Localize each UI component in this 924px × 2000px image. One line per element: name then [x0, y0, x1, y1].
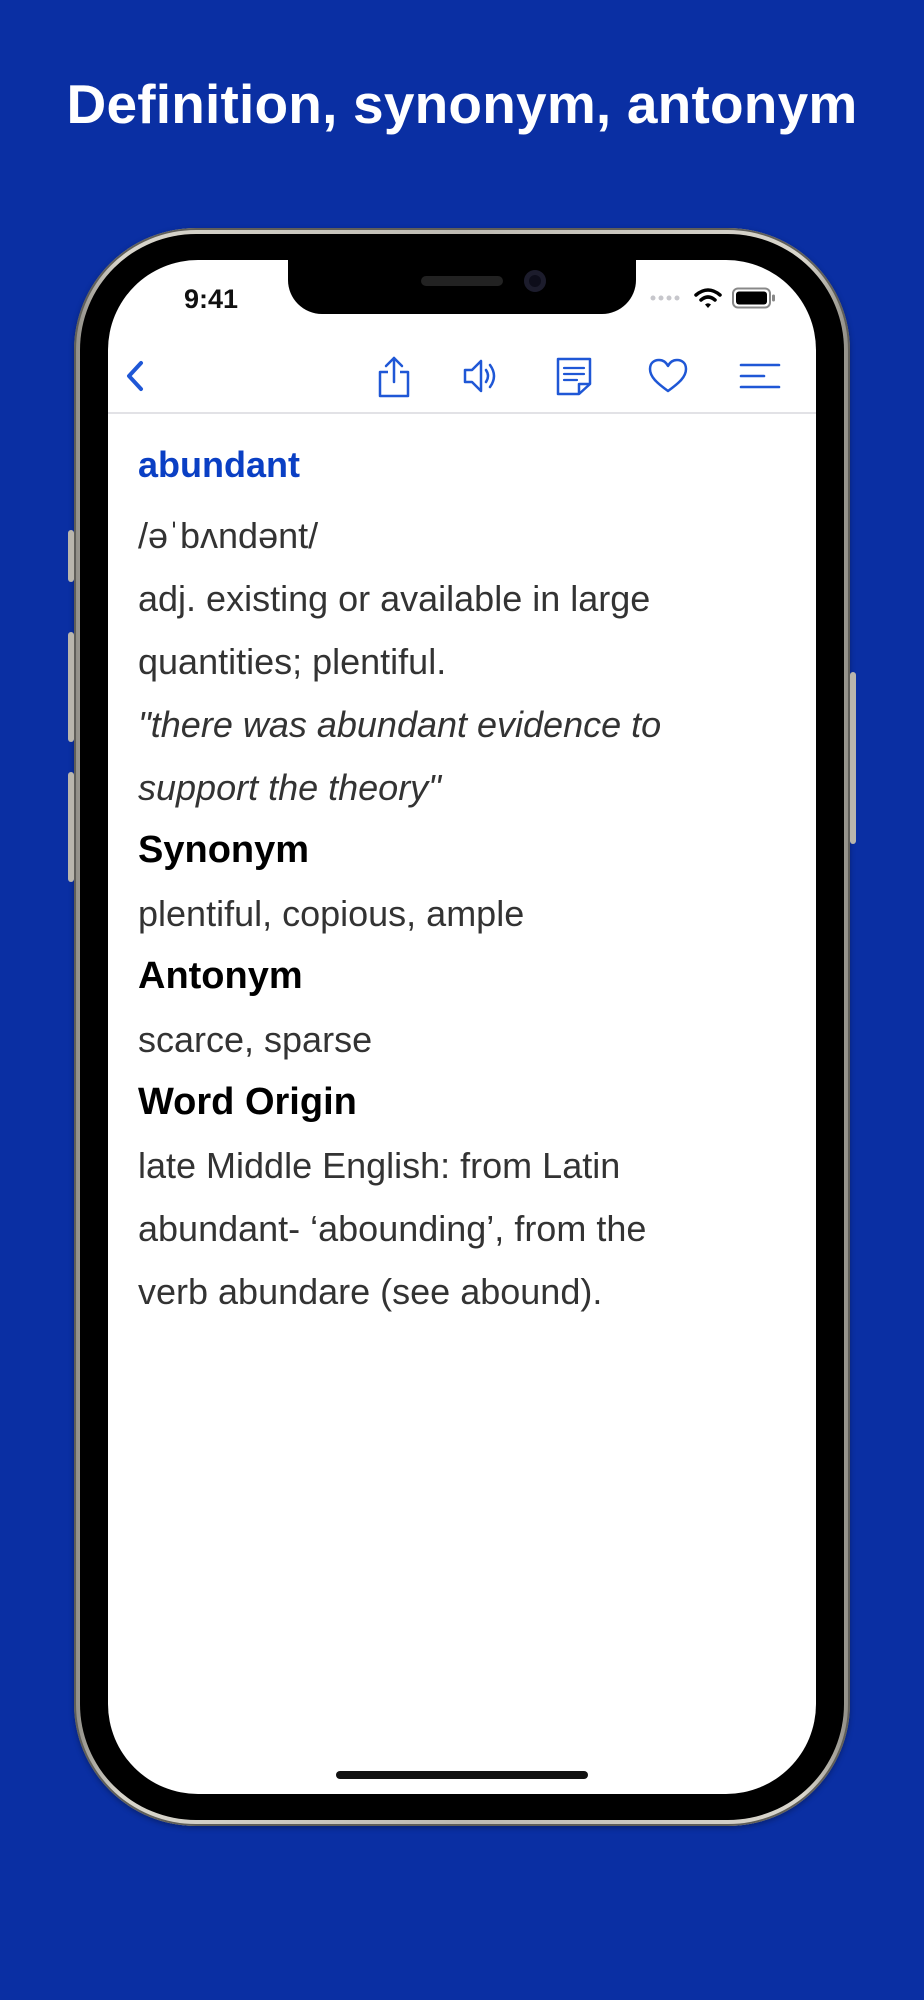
notch — [288, 260, 636, 314]
heart-icon — [647, 357, 689, 395]
speaker-icon — [461, 356, 503, 396]
example-line: "there was abundant evidence to — [138, 704, 662, 745]
menu-icon — [738, 361, 782, 391]
entry-content — [138, 440, 778, 1323]
headline: Definition, synonym, antonym — [66, 73, 858, 135]
front-camera — [524, 270, 546, 292]
pronounce-button[interactable] — [458, 352, 506, 400]
synonym-heading: Synonym — [138, 829, 310, 871]
status-icons — [650, 286, 776, 310]
power-button — [850, 672, 856, 844]
back-button[interactable] — [112, 352, 160, 400]
menu-button[interactable] — [736, 352, 784, 400]
battery-icon — [732, 287, 776, 309]
earpiece-speaker — [421, 276, 503, 286]
share-icon — [376, 354, 412, 398]
silent-switch — [68, 530, 74, 582]
phone-screen — [108, 260, 816, 1794]
definition-line: adj. existing or available in large — [138, 578, 651, 619]
status-time: 9:41 — [184, 284, 239, 314]
favorite-button[interactable] — [644, 352, 692, 400]
wifi-icon — [694, 287, 722, 309]
home-indicator[interactable] — [336, 1771, 588, 1779]
definition-line: quantities; plentiful. — [138, 641, 447, 682]
entry-word: abundant — [138, 444, 300, 485]
share-button[interactable] — [370, 352, 418, 400]
note-button[interactable] — [550, 352, 598, 400]
pronunciation: /əˈbʌndənt/ — [138, 515, 319, 556]
origin-line: abundant- ‘abounding’, from the — [138, 1208, 647, 1249]
chevron-left-icon — [121, 358, 151, 394]
antonym-heading: Antonym — [138, 955, 303, 997]
note-icon — [555, 356, 593, 396]
example-line: support the theory" — [138, 767, 441, 808]
origin-heading: Word Origin — [138, 1081, 357, 1123]
volume-up-button — [68, 632, 74, 742]
origin-line: late Middle English: from Latin — [138, 1145, 621, 1186]
origin-line: verb abundare (see abound). — [138, 1271, 603, 1312]
volume-down-button — [68, 772, 74, 882]
synonyms-text: plentiful, copious, ample — [138, 893, 525, 934]
antonyms-text: scarce, sparse — [138, 1019, 373, 1060]
toolbar — [108, 340, 816, 414]
cellular-signal-icon — [650, 294, 684, 302]
